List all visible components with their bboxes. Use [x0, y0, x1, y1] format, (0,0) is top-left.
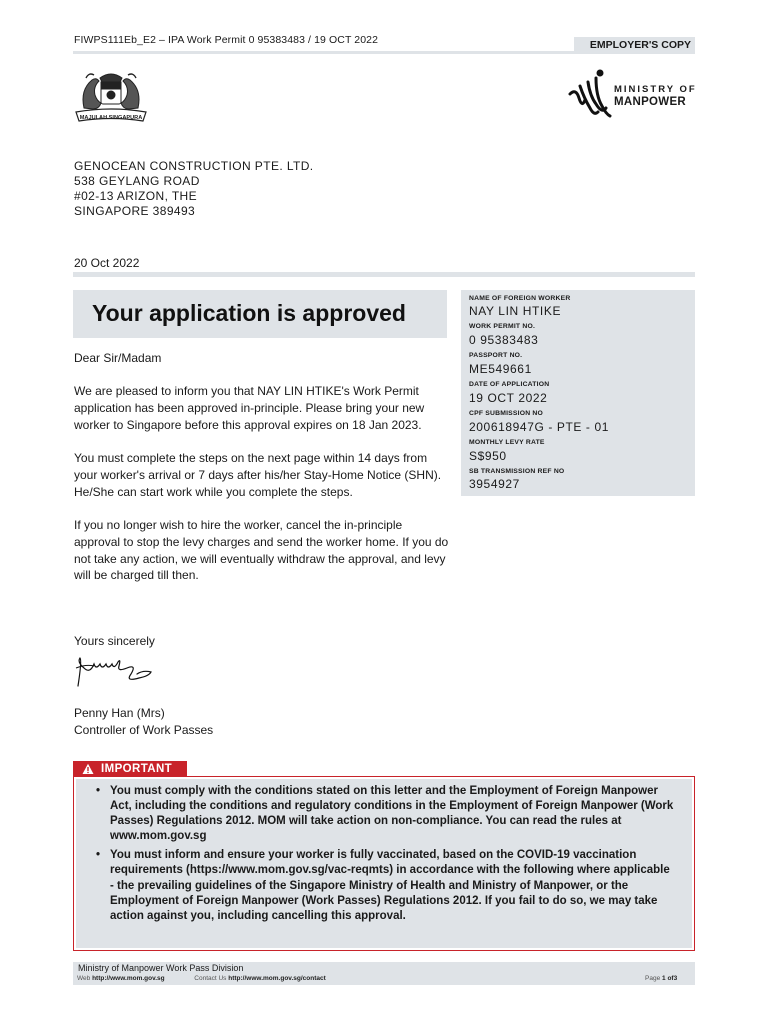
important-tab: [73, 761, 187, 777]
footer-division: Ministry of Manpower Work Pass Division: [78, 963, 244, 973]
handwritten-signature: [74, 652, 174, 692]
web-label: Web: [77, 975, 91, 982]
important-item: • You must inform and ensure your worker is fully vaccinated, based on the COVID-19 vaccination requirements (https://www.mom.gov.sg/vac-reqmts) in accordance with the following where applicable - the prevailing guidelines of the Singapore Ministry of Health and Ministry of Manpower, or the Employment of Foreign Manpower (Work Passes) Regulations 2012. If you fail to do so, we may take action against you, including cancelling this approval.: [96, 848, 676, 923]
ministry-logo-text: [614, 84, 697, 108]
web-link[interactable]: http://www.mom.gov.sg: [92, 975, 165, 982]
signer-block: [74, 705, 213, 739]
document-reference: FIWPS111Eb_E2 – IPA Work Permit 0 95383483 / 19 OCT 2022: [74, 34, 379, 46]
detail-label: DATE OF APPLICATION: [469, 381, 550, 388]
paragraph-approval: We are pleased to inform you that NAY LIN HTIKE's Work Permit application has been approved in-principle. Please bring your new worker to Singapore before this approval expires on 18 Jan 2023.: [74, 384, 425, 432]
copy-type-label: EMPLOYER'S COPY: [574, 37, 695, 53]
important-label: IMPORTANT: [101, 763, 173, 775]
warning-icon: [82, 763, 94, 775]
address-line: GENOCEAN CONSTRUCTION PTE. LTD.: [74, 159, 314, 173]
logo-line-manpower: MANPOWER: [614, 96, 687, 108]
signer-name: Penny Han (Mrs): [74, 706, 165, 720]
detail-value: S$950: [469, 449, 507, 463]
address-line: SINGAPORE 389493: [74, 204, 196, 218]
detail-label: MONTHLY LEVY RATE: [469, 439, 545, 446]
singapore-crest-logo: [72, 66, 150, 126]
letter-date: 20 Oct 2022: [74, 256, 140, 270]
section-divider: [73, 272, 695, 277]
logo-line-ministry-of: MINISTRY OF: [614, 84, 697, 95]
contact-link[interactable]: http://www.mom.gov.sg/contact: [228, 975, 326, 982]
important-item: • You must comply with the conditions stated on this letter and the Employment of Foreign Manpower Act, including the conditions and regulatory conditions in the Employment of Foreign Manpower (Work Passes) Regulations 2012. MOM will take action on non-compliance. You can read the rules at www.mom.gov.sg: [96, 784, 676, 844]
detail-label: WORK PERMIT NO.: [469, 323, 536, 330]
page-of: of: [667, 975, 674, 982]
page-title: Your application is approved: [92, 300, 406, 326]
detail-label: NAME OF FOREIGN WORKER: [469, 295, 571, 302]
closing: Yours sincerely: [74, 634, 155, 648]
paragraph-cancel: If you no longer wish to hire the worker, cancel the in-principle approval to stop the levy charges and send the worker home. If you do not take any action, we will eventually withdraw the approval, and levy will be charged till then.: [74, 518, 449, 583]
detail-value: ME549661: [469, 362, 532, 376]
important-notes: [96, 784, 676, 928]
page-current: 1: [662, 975, 666, 982]
page-label: Page: [645, 975, 661, 982]
signer-title: Controller of Work Passes: [74, 723, 214, 737]
page-indicator: [645, 975, 677, 982]
address-line: #02-13 ARIZON, THE: [74, 189, 198, 203]
greeting: Dear Sir/Madam: [74, 351, 162, 365]
detail-label: PASSPORT NO.: [469, 352, 523, 359]
detail-value: NAY LIN HTIKE: [469, 304, 562, 318]
footer-links: [77, 975, 326, 982]
header-divider: [73, 51, 695, 54]
detail-value: 200618947G - PTE - 01: [469, 420, 610, 434]
detail-value: 3954927: [469, 477, 520, 491]
letter-body: [74, 350, 449, 601]
detail-label: SB TRANSMISSION REF NO: [469, 468, 565, 475]
svg-text:MAJULAH SINGAPURA: MAJULAH SINGAPURA: [79, 115, 143, 121]
page-total: 3: [673, 975, 678, 982]
detail-value: 19 OCT 2022: [469, 391, 548, 405]
employer-address: [74, 159, 314, 219]
contact-label: Contact Us: [194, 975, 227, 982]
paragraph-steps: You must complete the steps on the next page within 14 days from your worker's arrival or 7 days after his/her Stay-Home Notice (SHN). He/She can start work while you complete the steps.: [74, 451, 442, 499]
worker-details-panel: [461, 290, 695, 496]
detail-label: CPF SUBMISSION NO: [469, 410, 544, 417]
detail-value: 0 95383483: [469, 333, 539, 347]
address-line: 538 GEYLANG ROAD: [74, 174, 200, 188]
